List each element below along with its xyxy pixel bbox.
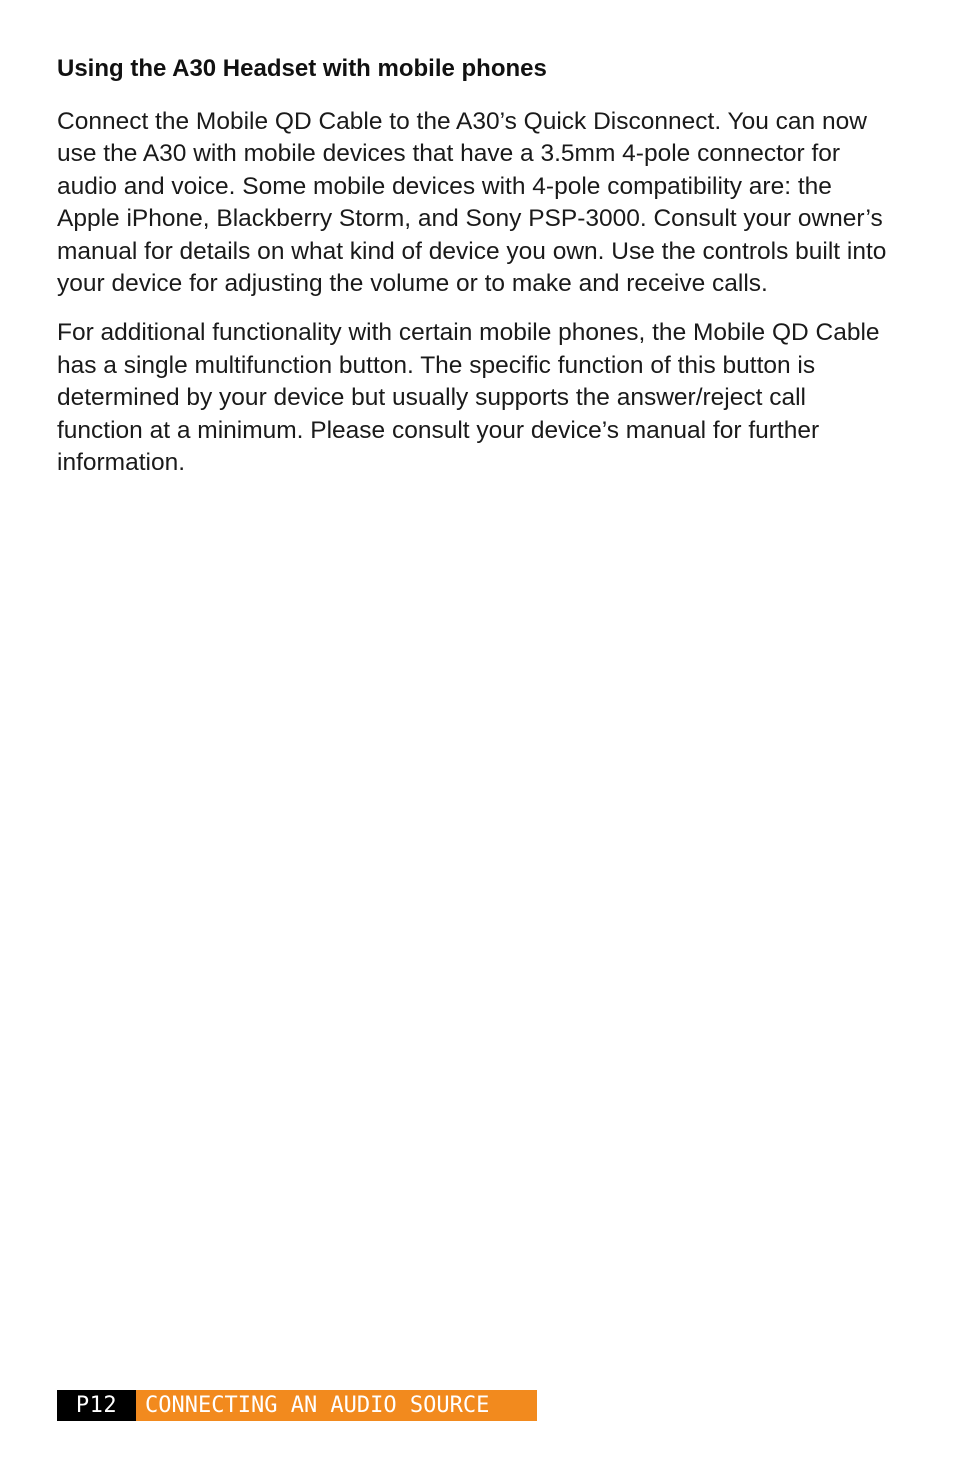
paragraph-connect-cable: Connect the Mobile QD Cable to the A30’s Quick Disconnect. You can now use the A30 with mobile devices that have a 3.5mm 4-pole connector for audio and voice. Some mobile devices with 4-pole compatibility are: the Apple iPhone, Blackberry Storm, and Sony PSP-3000. Consult your owner’s manual for details on what kind of device you own. Use the controls built into your device for adjusting the volume or to make and receive calls.: [57, 108, 887, 298]
footer-section-title: CONNECTING AN AUDIO SOURCE: [136, 1390, 537, 1421]
page-content: [57, 52, 897, 496]
page-number: P12: [57, 1390, 136, 1421]
section-heading: Using the A30 Headset with mobile phones: [57, 55, 547, 82]
paragraph-multifunction-button: For additional functionality with certain mobile phones, the Mobile QD Cable has a single multifunction button. The specific function of this button is determined by your device but usually supports the answer/reject call function at a minimum. Please consult your device’s manual for further information.: [57, 319, 880, 477]
page-footer: [57, 1390, 537, 1421]
